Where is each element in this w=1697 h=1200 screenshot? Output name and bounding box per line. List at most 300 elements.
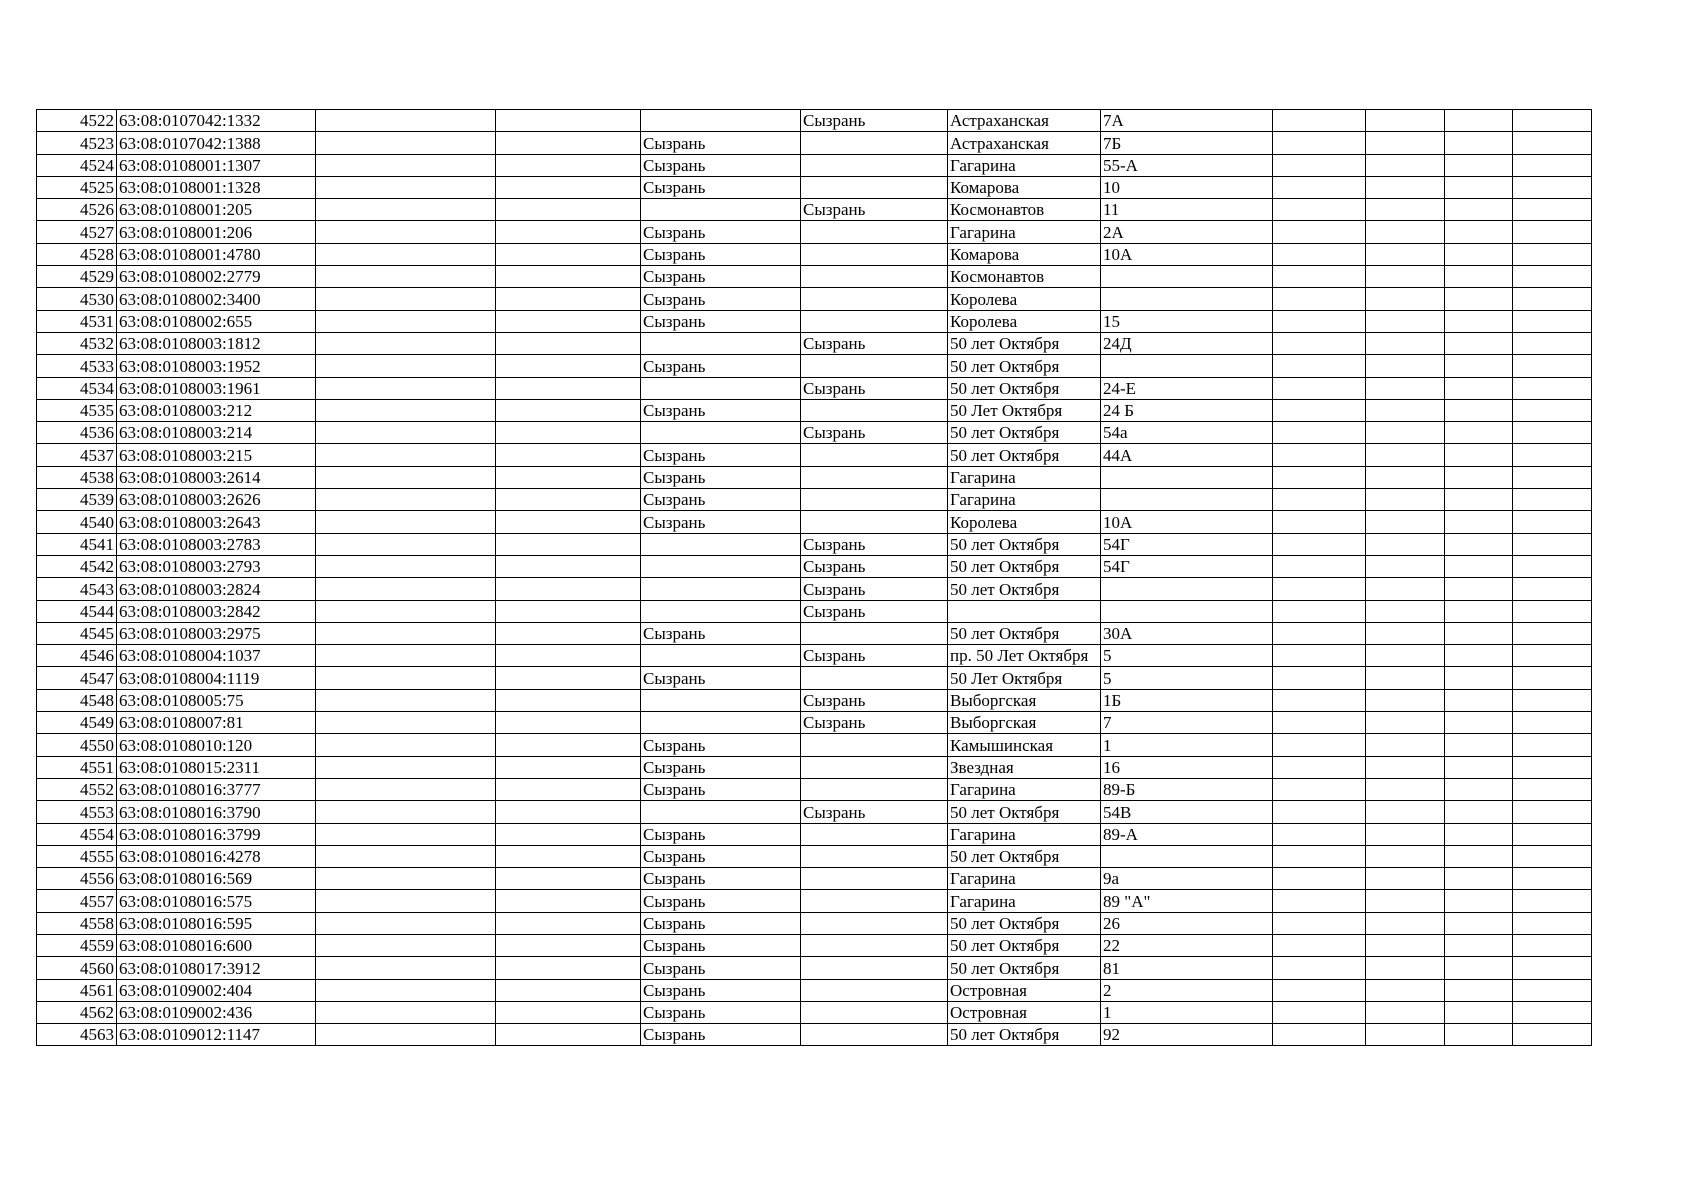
cadastral-number-cell: 63:08:0108016:3799 xyxy=(117,823,316,845)
cadastral-number-cell: 63:08:0108016:600 xyxy=(117,934,316,956)
empty-cell xyxy=(1513,689,1592,711)
cadastral-number-cell: 63:08:0108003:2824 xyxy=(117,578,316,600)
city-cell xyxy=(641,422,801,444)
settlement-cell: Сызрань xyxy=(801,422,948,444)
cadastral-number-cell: 63:08:0108003:2783 xyxy=(117,533,316,555)
empty-cell xyxy=(1513,444,1592,466)
empty-cell xyxy=(1273,1001,1366,1023)
cadastral-number-cell: 63:08:0108003:2793 xyxy=(117,555,316,577)
house-cell: 5 xyxy=(1101,667,1273,689)
settlement-cell xyxy=(801,444,948,466)
empty-cell xyxy=(496,823,641,845)
house-cell xyxy=(1101,355,1273,377)
table-body xyxy=(37,110,1592,1046)
row-number-cell: 4529 xyxy=(37,266,117,288)
empty-cell xyxy=(1445,912,1513,934)
empty-cell xyxy=(1366,712,1445,734)
city-cell: Сызрань xyxy=(641,823,801,845)
street-cell: Гагарина xyxy=(948,489,1101,511)
row-number-cell: 4549 xyxy=(37,712,117,734)
empty-cell xyxy=(1513,868,1592,890)
empty-cell xyxy=(1513,533,1592,555)
table-row xyxy=(37,845,1592,867)
empty-cell xyxy=(1513,1001,1592,1023)
house-cell: 2 xyxy=(1101,979,1273,1001)
empty-cell xyxy=(316,756,496,778)
house-cell: 89-А xyxy=(1101,823,1273,845)
table-row xyxy=(37,511,1592,533)
empty-cell xyxy=(1445,778,1513,800)
settlement-cell: Сызрань xyxy=(801,801,948,823)
house-cell: 55-А xyxy=(1101,154,1273,176)
empty-cell xyxy=(1273,868,1366,890)
empty-cell xyxy=(1513,489,1592,511)
settlement-cell xyxy=(801,778,948,800)
settlement-cell: Сызрань xyxy=(801,332,948,354)
empty-cell xyxy=(1445,845,1513,867)
empty-cell xyxy=(1273,533,1366,555)
empty-cell xyxy=(1366,266,1445,288)
street-cell: Островная xyxy=(948,979,1101,1001)
house-cell: 81 xyxy=(1101,957,1273,979)
settlement-cell: Сызрань xyxy=(801,578,948,600)
house-cell: 54а xyxy=(1101,422,1273,444)
empty-cell xyxy=(496,555,641,577)
empty-cell xyxy=(316,555,496,577)
empty-cell xyxy=(316,712,496,734)
row-number-cell: 4543 xyxy=(37,578,117,600)
street-cell: 50 Лет Октября xyxy=(948,399,1101,421)
settlement-cell xyxy=(801,511,948,533)
empty-cell xyxy=(1273,845,1366,867)
cadastral-number-cell: 63:08:0108016:595 xyxy=(117,912,316,934)
empty-cell xyxy=(1513,377,1592,399)
empty-cell xyxy=(1513,310,1592,332)
empty-cell xyxy=(1513,399,1592,421)
table-row xyxy=(37,221,1592,243)
house-cell: 7А xyxy=(1101,110,1273,132)
empty-cell xyxy=(1273,934,1366,956)
empty-cell xyxy=(316,332,496,354)
empty-cell xyxy=(1273,466,1366,488)
house-cell: 54В xyxy=(1101,801,1273,823)
settlement-cell xyxy=(801,734,948,756)
cadastral-number-cell: 63:08:0108015:2311 xyxy=(117,756,316,778)
street-cell: Гагарина xyxy=(948,221,1101,243)
empty-cell xyxy=(496,667,641,689)
table-row xyxy=(37,667,1592,689)
empty-cell xyxy=(1513,199,1592,221)
empty-cell xyxy=(1366,578,1445,600)
house-cell: 24Д xyxy=(1101,332,1273,354)
settlement-cell: Сызрань xyxy=(801,645,948,667)
table-row xyxy=(37,1024,1592,1046)
empty-cell xyxy=(496,734,641,756)
house-cell: 2А xyxy=(1101,221,1273,243)
empty-cell xyxy=(1273,712,1366,734)
settlement-cell xyxy=(801,667,948,689)
row-number-cell: 4556 xyxy=(37,868,117,890)
table-row xyxy=(37,689,1592,711)
empty-cell xyxy=(1273,132,1366,154)
empty-cell xyxy=(1366,689,1445,711)
row-number-cell: 4557 xyxy=(37,890,117,912)
table-row xyxy=(37,466,1592,488)
empty-cell xyxy=(1445,689,1513,711)
table-row xyxy=(37,979,1592,1001)
city-cell: Сызрань xyxy=(641,489,801,511)
street-cell: 50 лет Октября xyxy=(948,555,1101,577)
street-cell: Гагарина xyxy=(948,890,1101,912)
city-cell: Сызрань xyxy=(641,243,801,265)
row-number-cell: 4531 xyxy=(37,310,117,332)
empty-cell xyxy=(1366,778,1445,800)
row-number-cell: 4538 xyxy=(37,466,117,488)
empty-cell xyxy=(316,957,496,979)
empty-cell xyxy=(1445,176,1513,198)
empty-cell xyxy=(1513,622,1592,644)
empty-cell xyxy=(1513,355,1592,377)
empty-cell xyxy=(496,890,641,912)
empty-cell xyxy=(1366,756,1445,778)
cadastral-number-cell: 63:08:0108003:2626 xyxy=(117,489,316,511)
cadastral-number-cell: 63:08:0108007:81 xyxy=(117,712,316,734)
empty-cell xyxy=(1445,645,1513,667)
empty-cell xyxy=(496,422,641,444)
house-cell xyxy=(1101,489,1273,511)
cadastral-number-cell: 63:08:0108001:4780 xyxy=(117,243,316,265)
city-cell xyxy=(641,578,801,600)
settlement-cell: Сызрань xyxy=(801,377,948,399)
empty-cell xyxy=(1366,1024,1445,1046)
empty-cell xyxy=(496,310,641,332)
empty-cell xyxy=(316,377,496,399)
empty-cell xyxy=(1445,466,1513,488)
house-cell: 1 xyxy=(1101,1001,1273,1023)
street-cell: Гагарина xyxy=(948,154,1101,176)
empty-cell xyxy=(1513,823,1592,845)
empty-cell xyxy=(1273,778,1366,800)
empty-cell xyxy=(496,399,641,421)
empty-cell xyxy=(1513,555,1592,577)
empty-cell xyxy=(1366,734,1445,756)
empty-cell xyxy=(496,845,641,867)
empty-cell xyxy=(1366,466,1445,488)
empty-cell xyxy=(1445,734,1513,756)
empty-cell xyxy=(1366,221,1445,243)
house-cell: 89-Б xyxy=(1101,778,1273,800)
empty-cell xyxy=(316,578,496,600)
empty-cell xyxy=(1273,243,1366,265)
settlement-cell xyxy=(801,845,948,867)
settlement-cell xyxy=(801,823,948,845)
street-cell: Королева xyxy=(948,288,1101,310)
row-number-cell: 4548 xyxy=(37,689,117,711)
cadastral-number-cell: 63:08:0109002:404 xyxy=(117,979,316,1001)
table-row xyxy=(37,310,1592,332)
table-row xyxy=(37,132,1592,154)
settlement-cell xyxy=(801,154,948,176)
house-cell: 10А xyxy=(1101,511,1273,533)
empty-cell xyxy=(1273,890,1366,912)
row-number-cell: 4528 xyxy=(37,243,117,265)
table-row xyxy=(37,645,1592,667)
empty-cell xyxy=(1445,823,1513,845)
row-number-cell: 4559 xyxy=(37,934,117,956)
empty-cell xyxy=(1366,154,1445,176)
empty-cell xyxy=(1366,868,1445,890)
empty-cell xyxy=(496,288,641,310)
empty-cell xyxy=(1445,1024,1513,1046)
empty-cell xyxy=(496,132,641,154)
empty-cell xyxy=(1273,667,1366,689)
row-number-cell: 4522 xyxy=(37,110,117,132)
empty-cell xyxy=(496,332,641,354)
empty-cell xyxy=(1445,756,1513,778)
cadastral-number-cell: 63:08:0108016:569 xyxy=(117,868,316,890)
empty-cell xyxy=(1445,266,1513,288)
house-cell xyxy=(1101,266,1273,288)
cadastral-number-cell: 63:08:0108001:206 xyxy=(117,221,316,243)
table-row xyxy=(37,533,1592,555)
street-cell: 50 лет Октября xyxy=(948,845,1101,867)
settlement-cell xyxy=(801,243,948,265)
settlement-cell xyxy=(801,221,948,243)
cadastral-number-cell: 63:08:0108003:2614 xyxy=(117,466,316,488)
table-row xyxy=(37,890,1592,912)
settlement-cell xyxy=(801,868,948,890)
empty-cell xyxy=(1273,622,1366,644)
empty-cell xyxy=(1273,355,1366,377)
settlement-cell xyxy=(801,1024,948,1046)
cadastral-number-cell: 63:08:0108003:1952 xyxy=(117,355,316,377)
settlement-cell: Сызрань xyxy=(801,199,948,221)
empty-cell xyxy=(496,466,641,488)
cadastral-number-cell: 63:08:0108003:1812 xyxy=(117,332,316,354)
city-cell: Сызрань xyxy=(641,154,801,176)
empty-cell xyxy=(316,489,496,511)
city-cell: Сызрань xyxy=(641,176,801,198)
empty-cell xyxy=(1445,355,1513,377)
settlement-cell xyxy=(801,132,948,154)
empty-cell xyxy=(1366,511,1445,533)
city-cell: Сызрань xyxy=(641,1001,801,1023)
empty-cell xyxy=(1445,934,1513,956)
empty-cell xyxy=(316,890,496,912)
cadastral-number-cell: 63:08:0108003:2842 xyxy=(117,600,316,622)
empty-cell xyxy=(1445,243,1513,265)
row-number-cell: 4553 xyxy=(37,801,117,823)
empty-cell xyxy=(316,176,496,198)
settlement-cell: Сызрань xyxy=(801,110,948,132)
city-cell: Сызрань xyxy=(641,355,801,377)
empty-cell xyxy=(496,912,641,934)
empty-cell xyxy=(1445,712,1513,734)
empty-cell xyxy=(1366,243,1445,265)
empty-cell xyxy=(496,154,641,176)
empty-cell xyxy=(1366,132,1445,154)
empty-cell xyxy=(1513,667,1592,689)
empty-cell xyxy=(1273,399,1366,421)
empty-cell xyxy=(1513,221,1592,243)
empty-cell xyxy=(316,511,496,533)
empty-cell xyxy=(496,511,641,533)
empty-cell xyxy=(1273,199,1366,221)
empty-cell xyxy=(1366,399,1445,421)
empty-cell xyxy=(1273,645,1366,667)
cadastral-number-cell: 63:08:0108001:1328 xyxy=(117,176,316,198)
empty-cell xyxy=(1445,154,1513,176)
empty-cell xyxy=(316,778,496,800)
cadastral-number-cell: 63:08:0108003:2975 xyxy=(117,622,316,644)
street-cell: 50 лет Октября xyxy=(948,444,1101,466)
empty-cell xyxy=(1273,511,1366,533)
house-cell xyxy=(1101,466,1273,488)
city-cell: Сызрань xyxy=(641,957,801,979)
street-cell: 50 Лет Октября xyxy=(948,667,1101,689)
city-cell xyxy=(641,801,801,823)
city-cell xyxy=(641,712,801,734)
empty-cell xyxy=(496,756,641,778)
empty-cell xyxy=(1513,957,1592,979)
street-cell: Выборгская xyxy=(948,689,1101,711)
empty-cell xyxy=(1366,979,1445,1001)
settlement-cell xyxy=(801,310,948,332)
house-cell xyxy=(1101,845,1273,867)
empty-cell xyxy=(316,600,496,622)
empty-cell xyxy=(1513,578,1592,600)
empty-cell xyxy=(1273,823,1366,845)
settlement-cell: Сызрань xyxy=(801,533,948,555)
empty-cell xyxy=(1366,667,1445,689)
empty-cell xyxy=(1513,979,1592,1001)
street-cell: Гагарина xyxy=(948,778,1101,800)
settlement-cell xyxy=(801,355,948,377)
empty-cell xyxy=(1366,377,1445,399)
empty-cell xyxy=(1445,600,1513,622)
table-row xyxy=(37,489,1592,511)
house-cell: 54Г xyxy=(1101,533,1273,555)
city-cell xyxy=(641,332,801,354)
street-cell: Королева xyxy=(948,511,1101,533)
table-row xyxy=(37,957,1592,979)
empty-cell xyxy=(1445,667,1513,689)
empty-cell xyxy=(1445,444,1513,466)
house-cell: 22 xyxy=(1101,934,1273,956)
city-cell: Сызрань xyxy=(641,132,801,154)
table-row xyxy=(37,199,1592,221)
empty-cell xyxy=(1273,221,1366,243)
empty-cell xyxy=(316,110,496,132)
cadastral-number-cell: 63:08:0108016:4278 xyxy=(117,845,316,867)
cadastral-number-cell: 63:08:0108010:120 xyxy=(117,734,316,756)
empty-cell xyxy=(496,645,641,667)
empty-cell xyxy=(496,957,641,979)
table-row xyxy=(37,422,1592,444)
city-cell: Сызрань xyxy=(641,890,801,912)
empty-cell xyxy=(316,1024,496,1046)
empty-cell xyxy=(1445,221,1513,243)
empty-cell xyxy=(1513,801,1592,823)
empty-cell xyxy=(496,801,641,823)
empty-cell xyxy=(1445,377,1513,399)
empty-cell xyxy=(1445,310,1513,332)
cadastral-number-cell: 63:08:0109002:436 xyxy=(117,1001,316,1023)
row-number-cell: 4561 xyxy=(37,979,117,1001)
street-cell: 50 лет Октября xyxy=(948,377,1101,399)
empty-cell xyxy=(1513,734,1592,756)
empty-cell xyxy=(1366,622,1445,644)
row-number-cell: 4560 xyxy=(37,957,117,979)
empty-cell xyxy=(316,422,496,444)
table-row xyxy=(37,444,1592,466)
street-cell: 50 лет Октября xyxy=(948,578,1101,600)
row-number-cell: 4551 xyxy=(37,756,117,778)
row-number-cell: 4550 xyxy=(37,734,117,756)
street-cell: 50 лет Октября xyxy=(948,934,1101,956)
street-cell: Астраханская xyxy=(948,132,1101,154)
city-cell xyxy=(641,555,801,577)
empty-cell xyxy=(1513,243,1592,265)
city-cell: Сызрань xyxy=(641,266,801,288)
empty-cell xyxy=(316,533,496,555)
house-cell xyxy=(1101,600,1273,622)
street-cell: Камышинская xyxy=(948,734,1101,756)
house-cell xyxy=(1101,288,1273,310)
empty-cell xyxy=(1513,266,1592,288)
empty-cell xyxy=(1445,890,1513,912)
city-cell: Сызрань xyxy=(641,1024,801,1046)
empty-cell xyxy=(316,622,496,644)
empty-cell xyxy=(316,399,496,421)
empty-cell xyxy=(496,266,641,288)
empty-cell xyxy=(1273,489,1366,511)
row-number-cell: 4563 xyxy=(37,1024,117,1046)
empty-cell xyxy=(1366,890,1445,912)
empty-cell xyxy=(496,489,641,511)
empty-cell xyxy=(1366,823,1445,845)
city-cell: Сызрань xyxy=(641,511,801,533)
empty-cell xyxy=(1273,266,1366,288)
table-row xyxy=(37,578,1592,600)
row-number-cell: 4523 xyxy=(37,132,117,154)
empty-cell xyxy=(1445,511,1513,533)
table-row xyxy=(37,110,1592,132)
table-row xyxy=(37,377,1592,399)
empty-cell xyxy=(1273,110,1366,132)
settlement-cell xyxy=(801,622,948,644)
row-number-cell: 4545 xyxy=(37,622,117,644)
empty-cell xyxy=(1366,1001,1445,1023)
row-number-cell: 4552 xyxy=(37,778,117,800)
city-cell: Сызрань xyxy=(641,444,801,466)
street-cell: 50 лет Октября xyxy=(948,801,1101,823)
empty-cell xyxy=(316,801,496,823)
empty-cell xyxy=(496,377,641,399)
empty-cell xyxy=(1273,578,1366,600)
empty-cell xyxy=(1273,555,1366,577)
empty-cell xyxy=(316,243,496,265)
empty-cell xyxy=(316,689,496,711)
row-number-cell: 4527 xyxy=(37,221,117,243)
empty-cell xyxy=(1513,176,1592,198)
empty-cell xyxy=(1273,979,1366,1001)
city-cell: Сызрань xyxy=(641,845,801,867)
empty-cell xyxy=(1273,1024,1366,1046)
cadastral-number-cell: 63:08:0108016:575 xyxy=(117,890,316,912)
cadastral-number-cell: 63:08:0109012:1147 xyxy=(117,1024,316,1046)
empty-cell xyxy=(1513,154,1592,176)
